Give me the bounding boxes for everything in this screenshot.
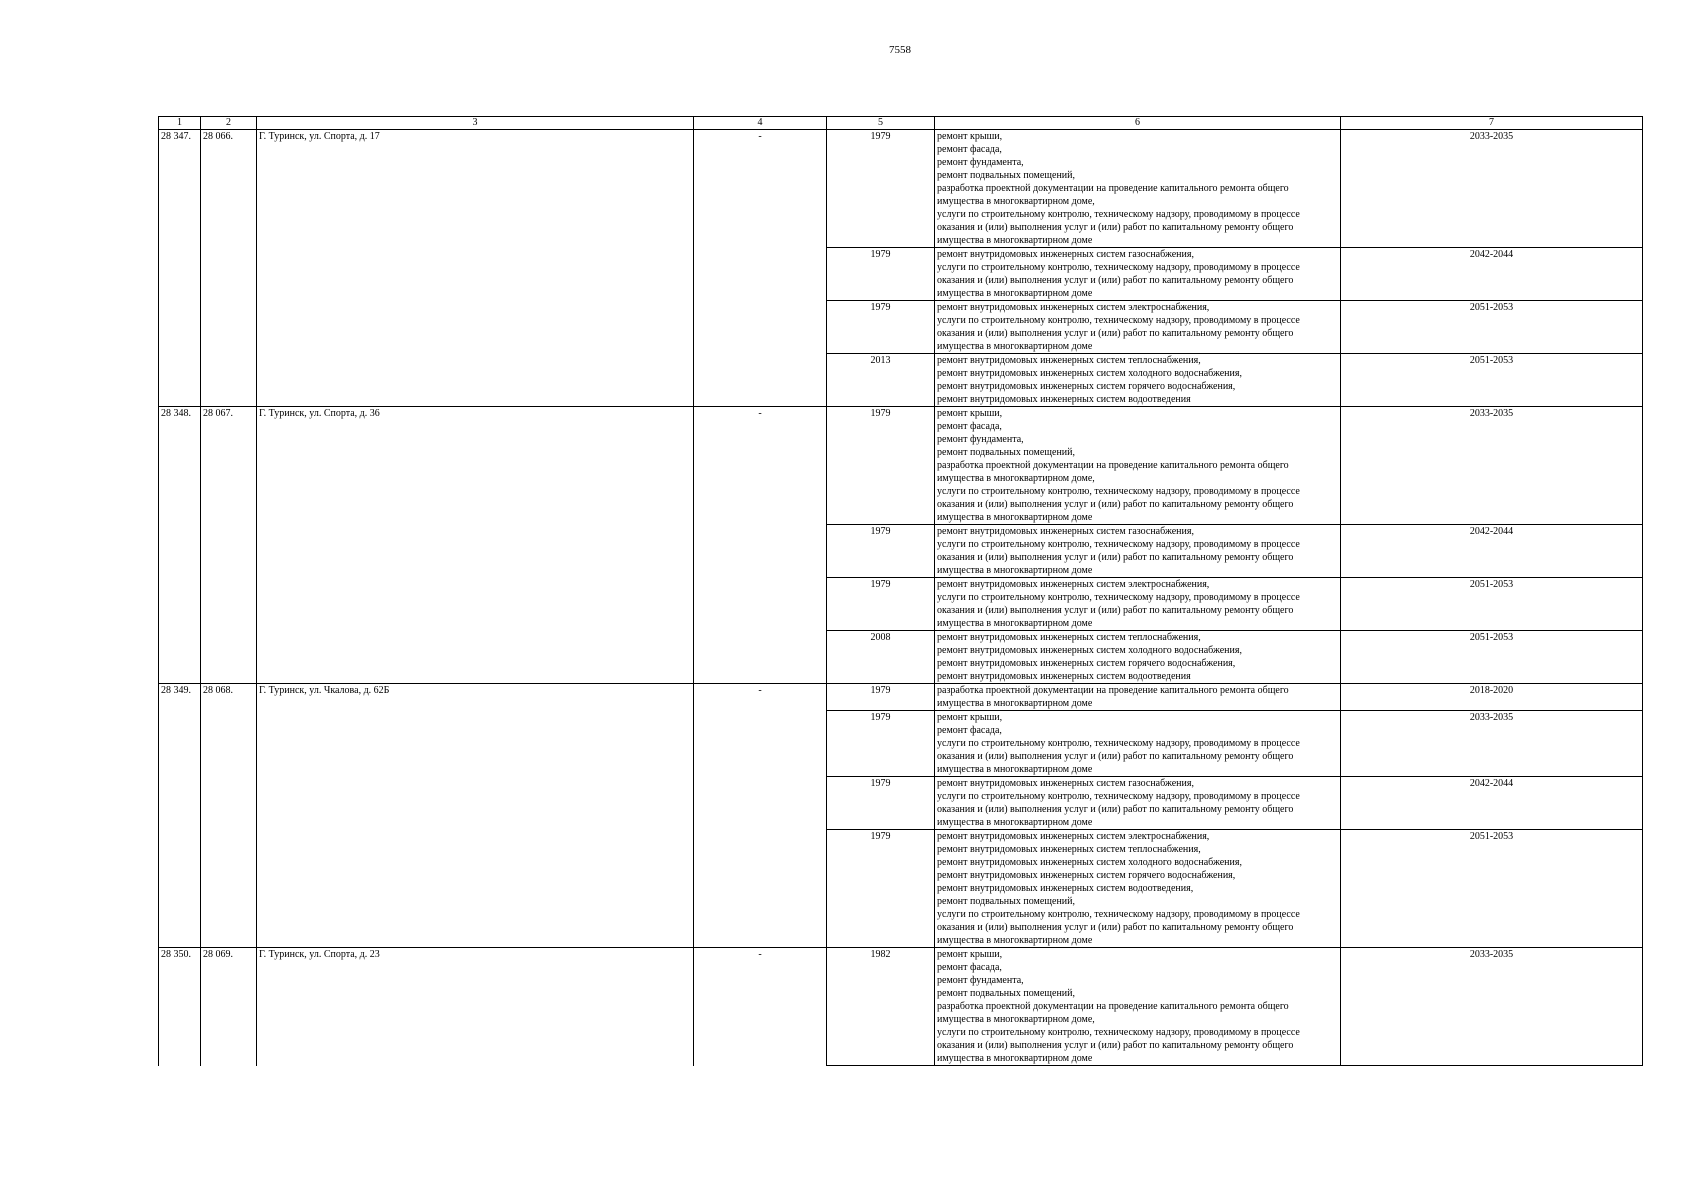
works-line: оказания и (или) выполнения услуг и (или) работ по капитальному ремонту общего	[937, 605, 1294, 616]
column-4-cell: -	[694, 407, 827, 684]
column-header-6: 6	[935, 117, 1341, 130]
works-line: услуги по строительному контролю, техническому надзору, проводимому в процессе	[937, 791, 1300, 802]
period-cell: 2033-2035	[1341, 407, 1643, 525]
table-row	[159, 948, 1643, 1066]
column-header-1: 1	[159, 117, 201, 130]
works-line: ремонт фундамента,	[937, 157, 1024, 168]
year-cell: 1979	[827, 684, 935, 711]
period-cell: 2051-2053	[1341, 578, 1643, 631]
works-line: имущества в многоквартирном доме	[937, 935, 1093, 946]
works-line: имущества в многоквартирном доме	[937, 341, 1093, 352]
works-line: ремонт внутридомовых инженерных систем водоотведения,	[937, 883, 1194, 894]
works-line: ремонт внутридомовых инженерных систем газоснабжения,	[937, 526, 1194, 537]
works-cell	[935, 631, 1341, 684]
year-cell: 1979	[827, 777, 935, 830]
works-line: ремонт фасада,	[937, 421, 1002, 432]
works-line: услуги по строительному контролю, техническому надзору, проводимому в процессе	[937, 262, 1300, 273]
works-line: ремонт фасада,	[937, 725, 1002, 736]
works-line: ремонт внутридомовых инженерных систем горячего водоснабжения,	[937, 381, 1236, 392]
works-line: ремонт фундамента,	[937, 434, 1024, 445]
works-line: оказания и (или) выполнения услуг и (или) работ по капитальному ремонту общего	[937, 275, 1294, 286]
works-cell	[935, 248, 1341, 301]
works-line: услуги по строительному контролю, техническому надзору, проводимому в процессе	[937, 1027, 1300, 1038]
works-line: ремонт подвальных помещений,	[937, 988, 1075, 999]
works-line: услуги по строительному контролю, техническому надзору, проводимому в процессе	[937, 315, 1300, 326]
year-cell: 2008	[827, 631, 935, 684]
column-header-4: 4	[694, 117, 827, 130]
works-cell	[935, 525, 1341, 578]
works-line: имущества в многоквартирном доме,	[937, 196, 1095, 207]
period-cell: 2051-2053	[1341, 631, 1643, 684]
works-line: ремонт фундамента,	[937, 975, 1024, 986]
works-line: услуги по строительному контролю, техническому надзору, проводимому в процессе	[937, 909, 1300, 920]
year-cell: 2013	[827, 354, 935, 407]
record-number-cell: 28 348.	[159, 407, 201, 684]
works-line: ремонт подвальных помещений,	[937, 896, 1075, 907]
works-line: ремонт внутридомовых инженерных систем электроснабжения,	[937, 302, 1210, 313]
period-cell: 2042-2044	[1341, 248, 1643, 301]
works-line: оказания и (или) выполнения услуг и (или) работ по капитальному ремонту общего	[937, 751, 1294, 762]
period-cell: 2018-2020	[1341, 684, 1643, 711]
column-header-7: 7	[1341, 117, 1643, 130]
works-cell	[935, 684, 1341, 711]
works-line: имущества в многоквартирном доме	[937, 288, 1093, 299]
period-cell: 2033-2035	[1341, 711, 1643, 777]
works-line: имущества в многоквартирном доме	[937, 817, 1093, 828]
works-line: ремонт внутридомовых инженерных систем теплоснабжения,	[937, 632, 1201, 643]
works-line: ремонт крыши,	[937, 408, 1003, 419]
table-row	[159, 130, 1643, 248]
works-cell	[935, 777, 1341, 830]
year-cell: 1979	[827, 301, 935, 354]
works-line: имущества в многоквартирном доме	[937, 512, 1093, 523]
house-number-cell: 28 069.	[201, 948, 257, 1066]
year-cell: 1979	[827, 248, 935, 301]
works-line: имущества в многоквартирном доме	[937, 1053, 1093, 1064]
works-line: ремонт внутридомовых инженерных систем теплоснабжения,	[937, 844, 1201, 855]
year-cell: 1982	[827, 948, 935, 1066]
period-cell: 2042-2044	[1341, 777, 1643, 830]
works-line: имущества в многоквартирном доме	[937, 698, 1093, 709]
header-row	[159, 117, 1643, 130]
works-line: имущества в многоквартирном доме	[937, 764, 1093, 775]
works-line: оказания и (или) выполнения услуг и (или) работ по капитальному ремонту общего	[937, 328, 1294, 339]
works-line: услуги по строительному контролю, техническому надзору, проводимому в процессе	[937, 539, 1300, 550]
works-line: ремонт крыши,	[937, 131, 1003, 142]
works-line: имущества в многоквартирном доме	[937, 618, 1093, 629]
year-cell: 1979	[827, 525, 935, 578]
period-cell: 2042-2044	[1341, 525, 1643, 578]
works-line: оказания и (или) выполнения услуг и (или) работ по капитальному ремонту общего	[937, 222, 1294, 233]
works-line: оказания и (или) выполнения услуг и (или) работ по капитальному ремонту общего	[937, 499, 1294, 510]
column-4-cell: -	[694, 684, 827, 948]
works-line: услуги по строительному контролю, техническому надзору, проводимому в процессе	[937, 592, 1300, 603]
address-cell: Г. Туринск, ул. Спорта, д. 36	[257, 407, 694, 684]
table-body	[159, 117, 1643, 1066]
works-line: разработка проектной документации на проведение капитального ремонта общего	[937, 1001, 1289, 1012]
works-cell	[935, 301, 1341, 354]
column-4-cell: -	[694, 130, 827, 407]
column-header-2: 2	[201, 117, 257, 130]
column-header-3: 3	[257, 117, 694, 130]
column-header-5: 5	[827, 117, 935, 130]
period-cell: 2051-2053	[1341, 354, 1643, 407]
works-cell	[935, 407, 1341, 525]
address-cell: Г. Туринск, ул. Спорта, д. 17	[257, 130, 694, 407]
table-row	[159, 684, 1643, 711]
works-line: ремонт внутридомовых инженерных систем холодного водоснабжения,	[937, 368, 1242, 379]
works-line: ремонт внутридомовых инженерных систем газоснабжения,	[937, 249, 1194, 260]
works-line: ремонт фасада,	[937, 962, 1002, 973]
year-cell: 1979	[827, 407, 935, 525]
works-cell	[935, 130, 1341, 248]
works-line: ремонт крыши,	[937, 712, 1003, 723]
year-cell: 1979	[827, 578, 935, 631]
period-cell: 2051-2053	[1341, 830, 1643, 948]
column-4-cell: -	[694, 948, 827, 1066]
works-line: ремонт внутридомовых инженерных систем горячего водоснабжения,	[937, 658, 1236, 669]
table-row	[159, 407, 1643, 525]
works-line: имущества в многоквартирном доме	[937, 235, 1093, 246]
works-cell	[935, 711, 1341, 777]
works-line: ремонт внутридомовых инженерных систем горячего водоснабжения,	[937, 870, 1236, 881]
year-cell: 1979	[827, 830, 935, 948]
period-cell: 2033-2035	[1341, 948, 1643, 1066]
works-line: имущества в многоквартирном доме,	[937, 473, 1095, 484]
house-number-cell: 28 067.	[201, 407, 257, 684]
works-line: ремонт подвальных помещений,	[937, 447, 1075, 458]
works-line: услуги по строительному контролю, техническому надзору, проводимому в процессе	[937, 486, 1300, 497]
page-number: 7558	[889, 44, 911, 56]
works-cell	[935, 354, 1341, 407]
works-line: услуги по строительному контролю, техническому надзору, проводимому в процессе	[937, 738, 1300, 749]
works-line: имущества в многоквартирном доме	[937, 565, 1093, 576]
works-line: ремонт внутридомовых инженерных систем водоотведения	[937, 394, 1191, 405]
record-number-cell: 28 350.	[159, 948, 201, 1066]
address-cell: Г. Туринск, ул. Спорта, д. 23	[257, 948, 694, 1066]
works-line: ремонт внутридомовых инженерных систем холодного водоснабжения,	[937, 857, 1242, 868]
works-line: ремонт внутридомовых инженерных систем электроснабжения,	[937, 579, 1210, 590]
period-cell: 2033-2035	[1341, 130, 1643, 248]
works-line: разработка проектной документации на проведение капитального ремонта общего	[937, 183, 1289, 194]
house-number-cell: 28 066.	[201, 130, 257, 407]
works-line: ремонт внутридомовых инженерных систем водоотведения	[937, 671, 1191, 682]
works-line: разработка проектной документации на проведение капитального ремонта общего	[937, 685, 1289, 696]
period-cell: 2051-2053	[1341, 301, 1643, 354]
works-line: оказания и (или) выполнения услуг и (или) работ по капитальному ремонту общего	[937, 552, 1294, 563]
works-line: ремонт внутридомовых инженерных систем электроснабжения,	[937, 831, 1210, 842]
capital-repair-table	[158, 116, 1643, 1066]
year-cell: 1979	[827, 130, 935, 248]
works-line: разработка проектной документации на проведение капитального ремонта общего	[937, 460, 1289, 471]
works-line: ремонт внутридомовых инженерных систем холодного водоснабжения,	[937, 645, 1242, 656]
works-line: ремонт фасада,	[937, 144, 1002, 155]
works-line: услуги по строительному контролю, техническому надзору, проводимому в процессе	[937, 209, 1300, 220]
address-cell: Г. Туринск, ул. Чкалова, д. 62Б	[257, 684, 694, 948]
works-cell	[935, 948, 1341, 1066]
works-cell	[935, 578, 1341, 631]
works-line: ремонт крыши,	[937, 949, 1003, 960]
works-line: имущества в многоквартирном доме,	[937, 1014, 1095, 1025]
record-number-cell: 28 347.	[159, 130, 201, 407]
works-cell	[935, 830, 1341, 948]
year-cell: 1979	[827, 711, 935, 777]
works-line: оказания и (или) выполнения услуг и (или) работ по капитальному ремонту общего	[937, 1040, 1294, 1051]
works-line: оказания и (или) выполнения услуг и (или) работ по капитальному ремонту общего	[937, 804, 1294, 815]
works-line: ремонт внутридомовых инженерных систем газоснабжения,	[937, 778, 1194, 789]
house-number-cell: 28 068.	[201, 684, 257, 948]
works-line: оказания и (или) выполнения услуг и (или) работ по капитальному ремонту общего	[937, 922, 1294, 933]
works-line: ремонт внутридомовых инженерных систем теплоснабжения,	[937, 355, 1201, 366]
works-line: ремонт подвальных помещений,	[937, 170, 1075, 181]
record-number-cell: 28 349.	[159, 684, 201, 948]
